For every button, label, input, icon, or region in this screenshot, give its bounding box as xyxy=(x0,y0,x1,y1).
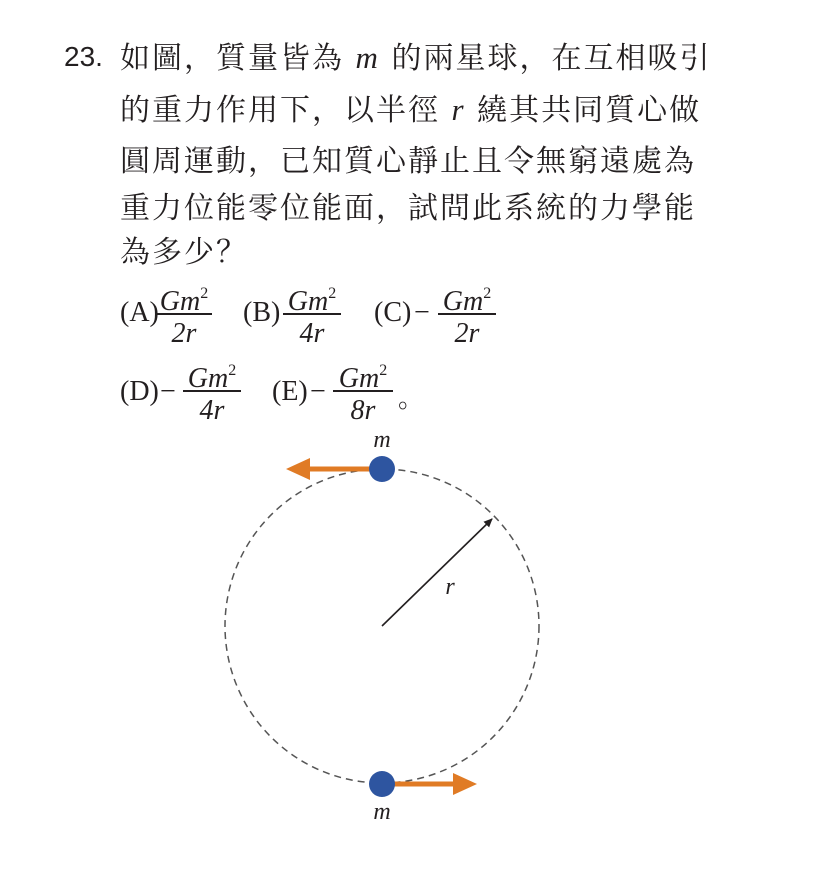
option-c-label: (C) xyxy=(374,297,412,328)
option-e-numerator: Gm xyxy=(338,363,380,394)
option-d-power: 2 xyxy=(228,362,237,379)
option-e-sign: − xyxy=(310,376,326,407)
question-number: 23. xyxy=(64,41,103,72)
question-line-2: 的重力作用下，以半徑 r 繞其共同質心做 xyxy=(120,92,702,128)
end-period: 。 xyxy=(398,384,425,414)
radius-arrow xyxy=(382,519,492,626)
option-b-power: 2 xyxy=(328,285,337,302)
option-a-power: 2 xyxy=(200,285,209,302)
option-d-denominator: 4r xyxy=(199,395,225,426)
option-a-numerator: Gm xyxy=(159,286,201,317)
option-e-label: (E) xyxy=(272,376,308,407)
option-b-label: (B) xyxy=(243,297,281,328)
option-e-power: 2 xyxy=(379,362,388,379)
option-d-label: (D) xyxy=(120,376,159,407)
radius-label: r xyxy=(445,574,455,600)
bottom-mass xyxy=(369,771,395,797)
question-line-3: 圓周運動，已知質心靜止且令無窮遠處為 xyxy=(120,144,696,179)
option-d-sign: − xyxy=(160,376,176,407)
option-c-power: 2 xyxy=(483,285,492,302)
bottom-velocity-arrowhead xyxy=(453,773,477,795)
option-a-label: (A) xyxy=(120,297,159,328)
option-c-sign: − xyxy=(414,297,430,328)
question-line-5: 為多少？ xyxy=(120,235,248,270)
option-e-denominator: 8r xyxy=(350,395,376,426)
option-d-numerator: Gm xyxy=(187,363,229,394)
bottom-mass-label: m xyxy=(373,799,391,825)
question-line-4: 重力位能零位能面，試問此系統的力學能 xyxy=(120,191,696,226)
option-b-numerator: Gm xyxy=(287,286,329,317)
option-b-denominator: 4r xyxy=(299,318,325,349)
option-c-numerator: Gm xyxy=(442,286,484,317)
option-a-denominator: 2r xyxy=(171,318,197,349)
top-mass xyxy=(369,456,395,482)
option-c-denominator: 2r xyxy=(454,318,480,349)
top-velocity-arrowhead xyxy=(286,458,310,480)
question-line-1: 如圖，質量皆為 m 的兩星球，在互相吸引 xyxy=(120,40,712,76)
top-mass-label: m xyxy=(373,427,391,453)
